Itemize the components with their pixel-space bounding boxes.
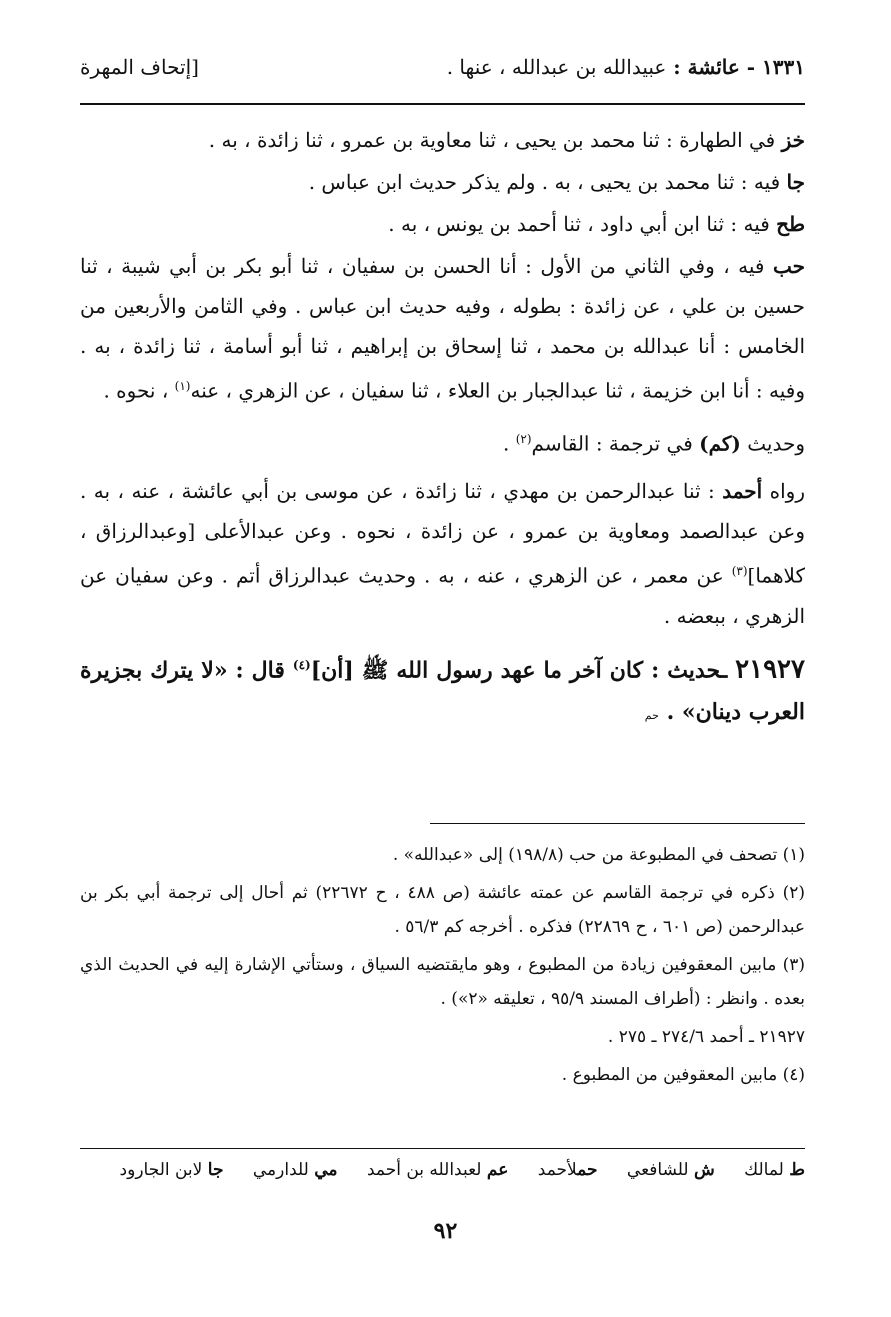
- paragraph-th: [80, 204, 805, 244]
- hadith-text: كان آخر ما عهد رسول الله ﷺ [أن]: [310, 657, 644, 684]
- paragraph-text-end: ، نحوه .: [103, 378, 169, 403]
- narrator-name: أحمد: [722, 479, 763, 504]
- legend-text: لأحمد: [537, 1160, 578, 1180]
- header-chapter-bold: ١٣٣١ - عائشة :: [673, 55, 805, 79]
- paragraph-text: فيه : ثنا محمد بن يحيى ، به . ولم يذكر حديث ابن عباس .: [308, 170, 781, 194]
- hadith-separator: ـ: [720, 657, 728, 684]
- legend-item: [627, 1160, 715, 1180]
- footnote-3: (٣) مابين المعقوفين زيادة من المطبوع ، وهو مايقتضيه السياق ، وستأتي الإشارة إليه في الحديث الذي بعده . وانظر : (أطراف المسند ٩٥/٩ ، تعليقه «٢») .: [80, 955, 805, 1009]
- legend-item: [367, 1160, 508, 1180]
- footnote-2: (٢) ذكره في ترجمة القاسم عن عمته عائشة (ص ٤٨٨ ، ح ٢٢٦٧٢) ثم أحال إلى ترجمة أبي بكر بن عبدالرحمن (ص ٦٠١ ، ح ٢٢٨٦٩) فذكره . أخرجه كم ٥٦/٣ .: [80, 883, 806, 937]
- footnote-1: (١) تصحف في المطبوعة من حب (١٩٨/٨) إلى «عبدالله» .: [392, 845, 805, 865]
- legend-text: لمالك: [744, 1160, 784, 1180]
- hadith-heading: [80, 644, 805, 737]
- hadith-text-2: قال : «لا يترك بجزيرة العرب دينان» .: [80, 657, 805, 726]
- footnote-ref[interactable]: (١): [174, 379, 191, 393]
- header-divider: [80, 103, 805, 105]
- abbreviation-legend: [80, 1160, 805, 1180]
- legend-symbol: حم: [577, 1160, 598, 1180]
- paragraph-km: [80, 419, 805, 464]
- paragraph-text: وحديث: [747, 431, 805, 456]
- running-header: [80, 55, 805, 87]
- hadith-source-mark: حم: [644, 709, 659, 723]
- legend-symbol: مي: [314, 1160, 338, 1180]
- paragraph-ahmad: [80, 471, 805, 636]
- source-code: طح: [776, 212, 805, 236]
- paragraph-text: عن معمر ، عن الزهري ، عنه ، به . وحديث عبدالرزاق أتم . وعن سفيان عن الزهري ، ببعضه .: [80, 563, 805, 628]
- footnote-ref[interactable]: (٣): [731, 564, 748, 579]
- paragraph-khz: [80, 120, 805, 160]
- paragraph-text: فيه : ثنا ابن أبي داود ، ثنا أحمد بن يونس ، به .: [388, 212, 770, 236]
- main-text: [80, 120, 805, 745]
- paragraph-text: : ثنا عبدالرحمن بن مهدي ، ثنا زائدة ، عن موسى بن أبي عائشة ، عنه ، به . وعن عبدالصمد ومعاوية بن عمرو ، عن زائدة ، نحوه . وعن عبدالأعلى [وعبدالرزاق ، كلاهما]: [80, 479, 805, 588]
- legend-symbol: ط: [789, 1160, 805, 1180]
- header-book-title: [إتحاف المهرة: [80, 55, 199, 79]
- source-code: (كم): [699, 431, 741, 456]
- footnote-source: ٢١٩٢٧ ـ أحمد ٢٧٤/٦ ـ ٢٧٥ .: [607, 1027, 805, 1047]
- paragraph-hb: [80, 246, 805, 411]
- paragraph-ja: [80, 162, 805, 202]
- footnote-divider: [430, 823, 805, 824]
- hadith-number: ٢١٩٢٧: [735, 654, 805, 685]
- hadith-label: حديث :: [651, 657, 721, 684]
- legend-symbol: جا: [207, 1160, 224, 1180]
- legend-item: [744, 1160, 805, 1180]
- paragraph-text: رواه: [769, 479, 805, 504]
- legend-item: [253, 1160, 338, 1180]
- paragraph-text: فيه ، وفي الثاني من الأول : أنا الحسن بن سفيان ، ثنا أبو بكر بن أبي شيبة ، ثنا حسين بن علي ، عن زائدة : بطوله ، وفيه حديث ابن عباس . وفي الثامن والأربعين من الخامس : أنا عبدالله بن محمد ، ثنا إسحاق بن إبراهيم ، ثنا أبو أسامة ، ثنا زائدة ، به . وفيه : أنا ابن خزيمة ، ثنا عبدالجبار بن العلاء ، ثنا سفيان ، عن الزهري ، عنه: [80, 254, 805, 403]
- legend-text: للدارمي: [252, 1160, 309, 1180]
- legend-item: [120, 1160, 224, 1180]
- legend-symbol: ش: [693, 1160, 715, 1180]
- legend-text: للشافعي: [626, 1160, 689, 1180]
- paragraph-text-end: .: [503, 431, 510, 456]
- source-code: جا: [786, 170, 805, 194]
- header-chapter-rest: عبيدالله بن عبدالله ، عنها .: [446, 55, 667, 79]
- source-code: خز: [781, 128, 805, 152]
- source-code: حب: [772, 254, 805, 278]
- footnote-4: (٤) مابين المعقوفين من المطبوع .: [561, 1065, 805, 1085]
- legend-text: لعبدالله بن أحمد: [366, 1160, 482, 1180]
- header-chapter: [447, 55, 805, 79]
- footnote-ref[interactable]: (٤): [292, 657, 311, 672]
- footnote-ref[interactable]: (٢): [515, 431, 532, 446]
- page-number: ٩٢: [433, 1218, 458, 1244]
- paragraph-text: في ترجمة : القاسم: [531, 431, 693, 456]
- legend-divider: [80, 1148, 805, 1149]
- footnotes: [80, 838, 805, 1096]
- legend-item: [538, 1160, 598, 1180]
- paragraph-text: في الطهارة : ثنا محمد بن يحيى ، ثنا معاوية بن عمرو ، ثنا زائدة ، به .: [208, 128, 776, 152]
- legend-text: لابن الجارود: [119, 1160, 203, 1180]
- legend-symbol: عم: [486, 1160, 509, 1180]
